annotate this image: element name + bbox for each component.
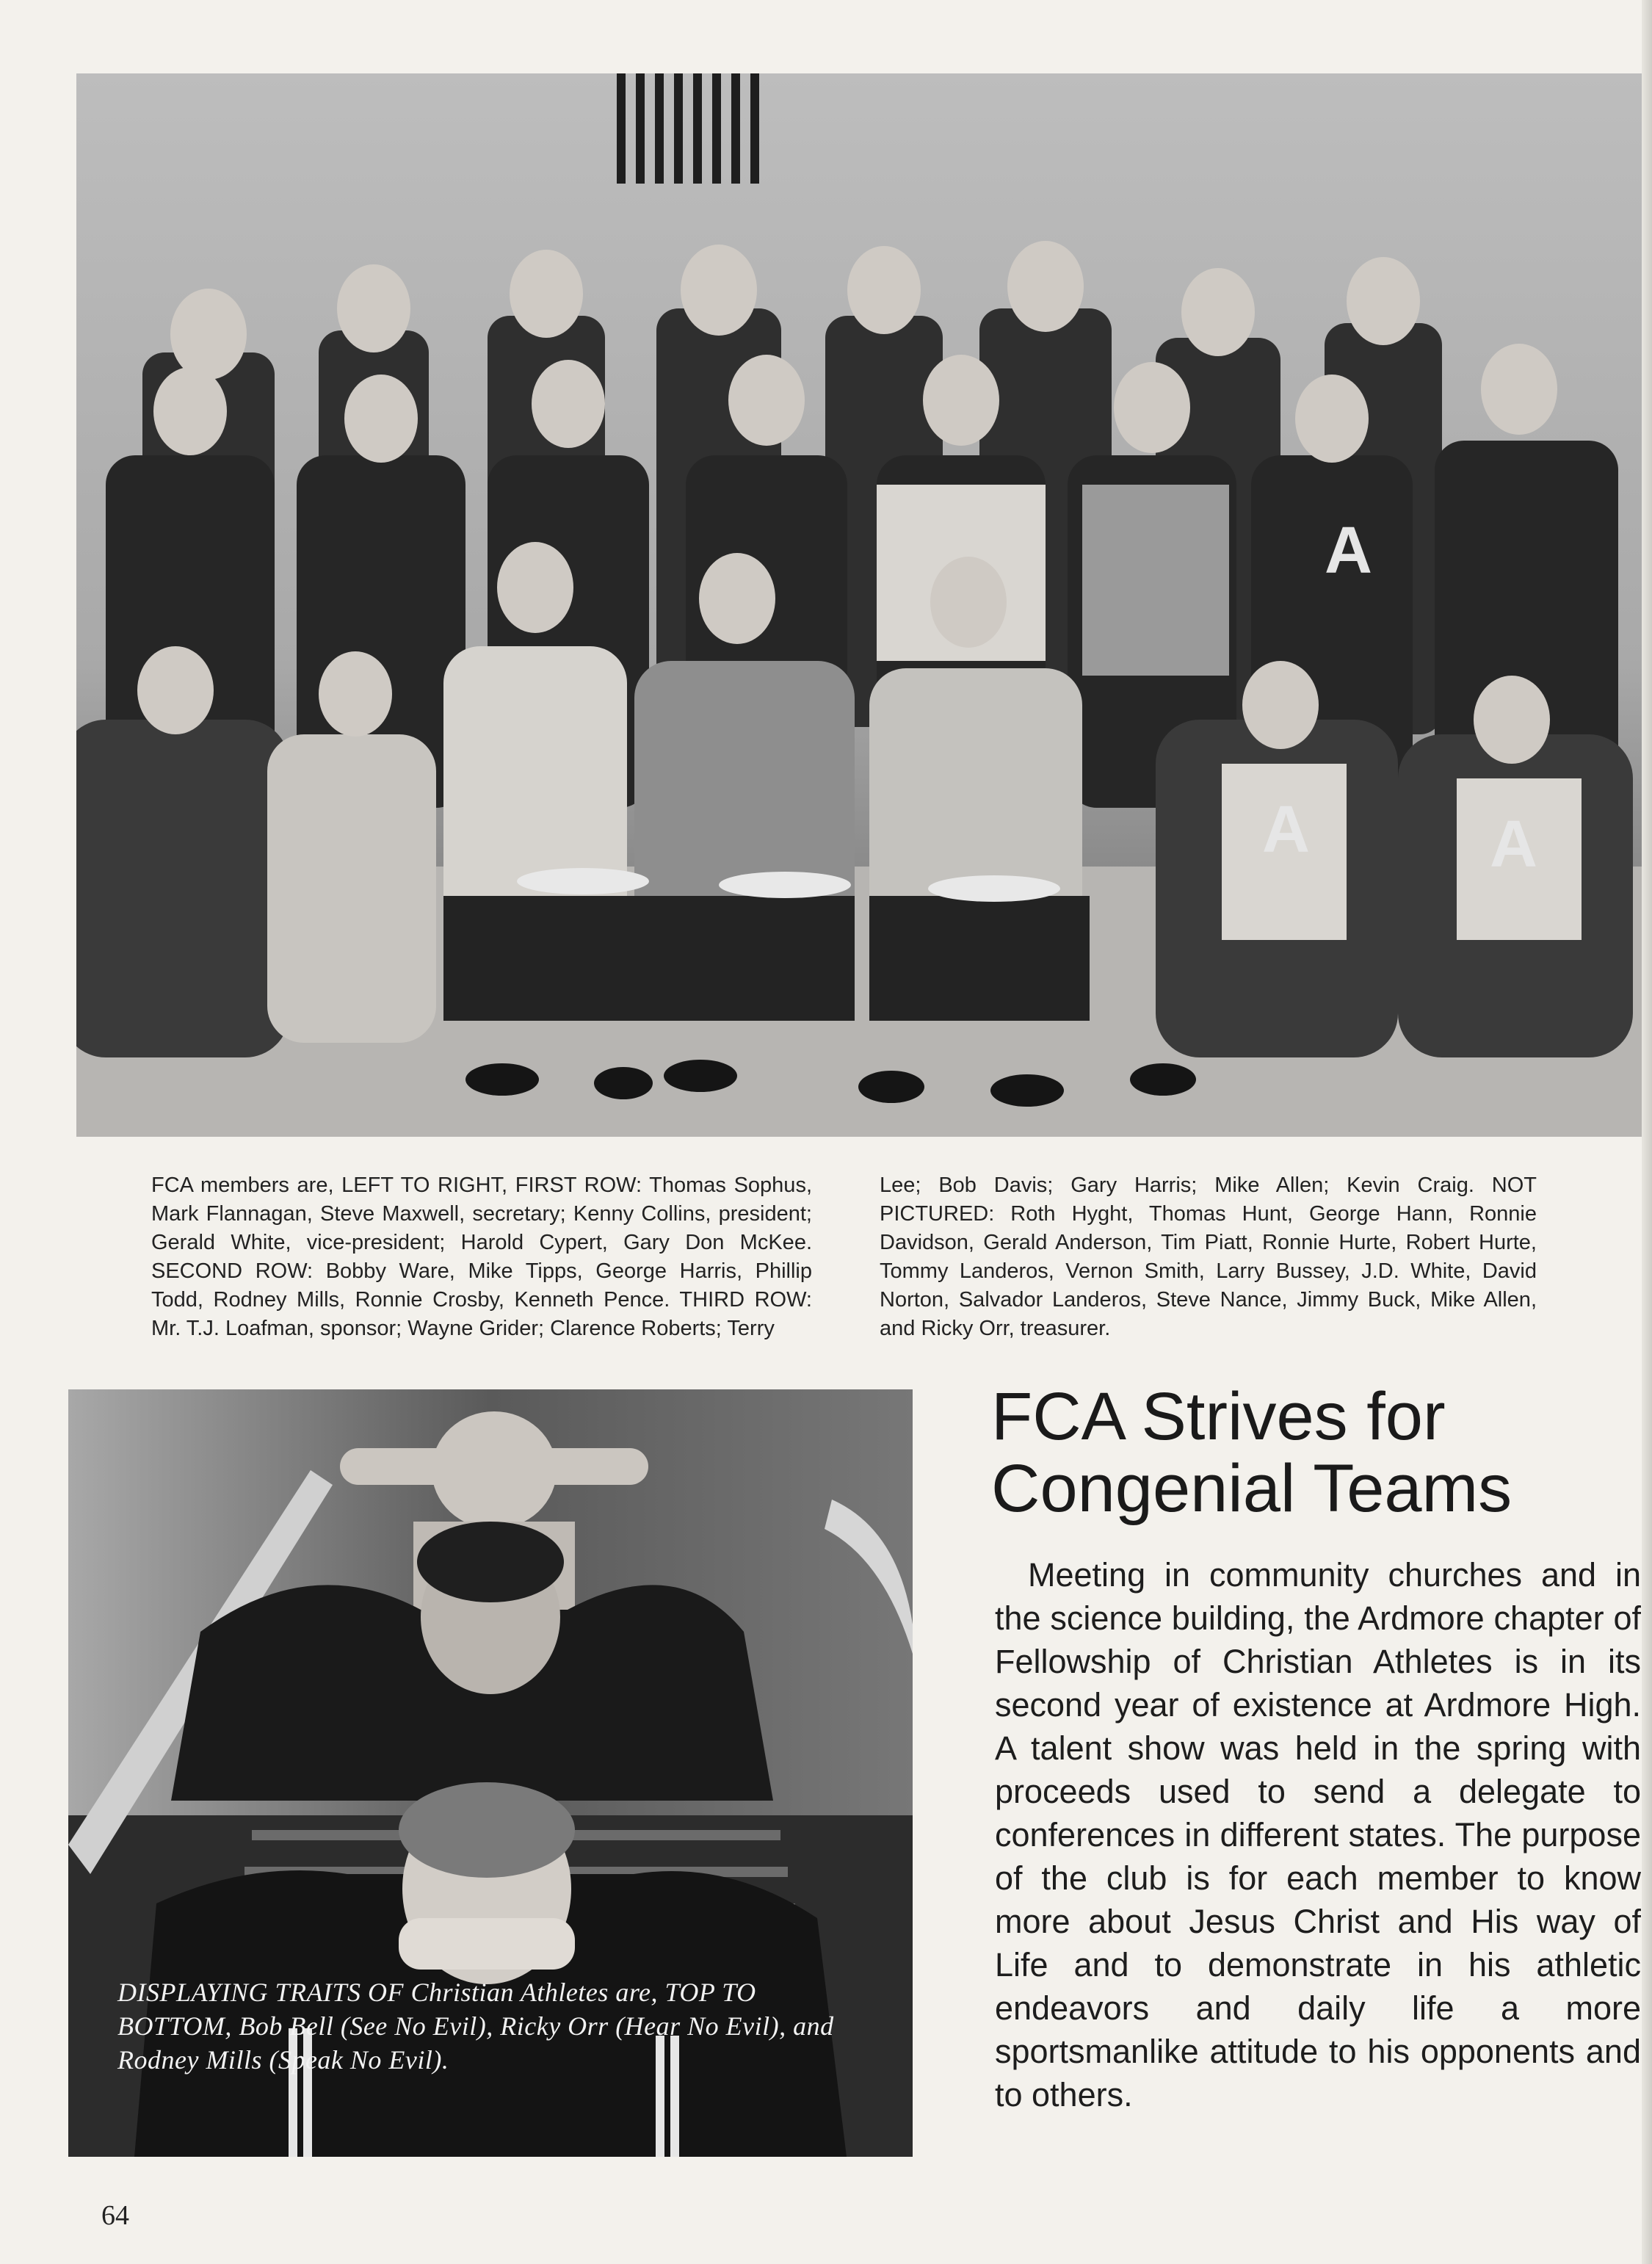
group-photo-illustration — [76, 73, 1652, 1137]
article-headline — [991, 1381, 1652, 1525]
group-photo — [76, 73, 1652, 1137]
headline-line-1: FCA Strives for — [991, 1379, 1446, 1454]
article-body: Meeting in community churches and in the science building, the Ardmore chapter of Fellowship of Christian Athletes is in its second year of existence at Ardmore High. A talent show was held in the spring with proceeds used to send a delegate to conferences in different states. The purpose of the club is for each member to know more about Jesus Christ and His way of Life and to demonstrate in his athletic endeavors and daily life a more sportsmanlike attitude to his opponents and to others. — [995, 1556, 1641, 2113]
stair-photo-caption: DISPLAYING TRAITS OF Christian Athletes are, TOP TO BOTTOM, Bob Bell (See No Evil), Ricky Orr (Hear No Evil), and Rodney Mills (Speak No Evil). — [117, 1978, 834, 2075]
group-photo-caption-right: Lee; Bob Davis; Gary Harris; Mike Allen; Kevin Craig. NOT PICTURED: Roth Hyght, Thomas Hunt, George Hann, Ronnie Davidson, Gerald Anderson, Tim Piatt, Ronnie Hurte, Robert Hurte, Tommy Landeros, Vernon Smith, Larry Bussey, J.D. White, David Norton, Salvador Landeros, Steve Nance, Jimmy Buck, Mike Allen, and Ricky Orr, treasurer. — [880, 1173, 1537, 1340]
page-edge — [1642, 0, 1652, 2264]
svg-text:A: A — [1490, 808, 1537, 881]
wall-vent — [617, 73, 759, 184]
svg-text:A: A — [1262, 793, 1310, 867]
group-photo-caption-left: FCA members are, LEFT TO RIGHT, FIRST ROW: Thomas Sophus, Mark Flannagan, Steve Maxwell, secretary; Kenny Collins, president; Gerald White, vice-president; Harold Cypert, Gary Don McKee. SECOND ROW: Bobby Ware, Mike Tipps, George Harris, Phillip Todd, Rodney Mills, Ronnie Crosby, Kenneth Pence. THIRD ROW: Mr. T.J. Loafman, sponsor; Wayne Grider; Clarence Roberts; Terry — [151, 1173, 812, 1340]
svg-text:A: A — [1325, 514, 1372, 587]
page-number: 64 — [101, 2200, 129, 2231]
headline-line-2: Congenial Teams — [991, 1451, 1512, 1526]
